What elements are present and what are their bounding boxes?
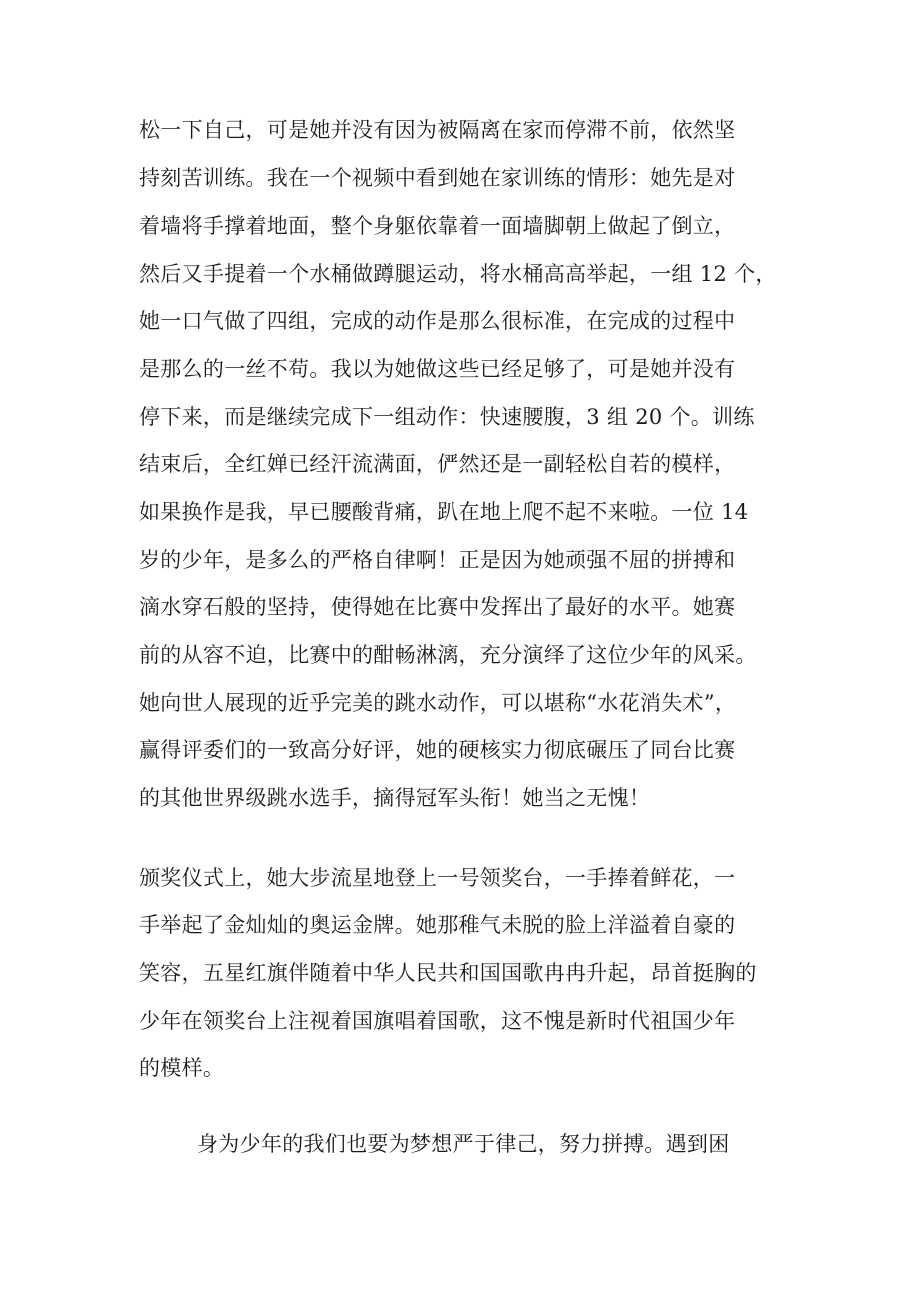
paragraph-2-line-5: 的模样。: [139, 1056, 225, 1080]
paragraph-1-line-14: 赢得评委们的一致高分好评，她的硬核实力彻底碾压了同台比赛: [139, 738, 736, 762]
paragraph-1-line-11: 滴水穿石般的坚持，使得她在比赛中发挥出了最好的水平。她赛: [139, 595, 736, 619]
paragraph-1-line-2: 持刻苦训练。我在一个视频中看到她在家训练的情形：她先是对: [139, 166, 736, 190]
paragraph-1-line-1: 松一下自己，可是她并没有因为被隔离在家而停滞不前，依然坚: [139, 118, 736, 142]
paragraph-1-line-9: 如果换作是我，早已腰酸背痛，趴在地上爬不起不来啦。一位 14: [139, 500, 749, 524]
paragraph-1-line-8: 结束后，全红婵已经汗流满面，俨然还是一副轻松自若的模样，: [139, 452, 736, 476]
paragraph-1-line-7: 停下来，而是继续完成下一组动作：快速腰腹，3 组 20 个。训练: [139, 405, 755, 429]
paragraph-2-line-3: 笑容，五星红旗伴随着中华人民共和国国歌冉冉升起，昂首挺胸的: [139, 961, 757, 985]
paragraph-2-line-1: 颁奖仪式上，她大步流星地登上一号领奖台，一手捧着鲜花，一: [139, 866, 736, 890]
paragraph-1-line-12: 前的从容不迫，比赛中的酣畅淋漓，充分演绎了这位少年的风采。: [139, 643, 757, 667]
paragraph-1-line-15: 的其他世界级跳水选手，摘得冠军头衔！她当之无愧！: [139, 786, 651, 810]
paragraph-2-line-4: 少年在领奖台上注视着国旗唱着国歌，这不愧是新时代祖国少年: [139, 1009, 736, 1033]
paragraph-1-line-5: 她一口气做了四组，完成的动作是那么很标准，在完成的过程中: [139, 309, 736, 333]
paragraph-1-line-6: 是那么的一丝不苟。我以为她做这些已经足够了，可是她并没有: [139, 357, 736, 381]
paragraph-3-line-1: 身为少年的我们也要为梦想严于律己，努力拼搏。遇到困: [197, 1132, 730, 1156]
paragraph-1-line-13: 她向世人展现的近乎完美的跳水动作，可以堪称“水花消失术”，: [139, 691, 737, 715]
paragraph-2-line-2: 手举起了金灿灿的奥运金牌。她那稚气未脱的脸上洋溢着自豪的: [139, 913, 736, 937]
paragraph-1-line-10: 岁的少年，是多么的严格自律啊！正是因为她顽强不屈的拼搏和: [139, 548, 736, 572]
paragraph-1-line-4: 然后又手提着一个水桶做蹲腿运动，将水桶高高举起，一组 12 个，: [139, 262, 777, 286]
paragraph-1-line-3: 着墙将手撑着地面，整个身躯依靠着一面墙脚朝上做起了倒立，: [139, 214, 736, 238]
